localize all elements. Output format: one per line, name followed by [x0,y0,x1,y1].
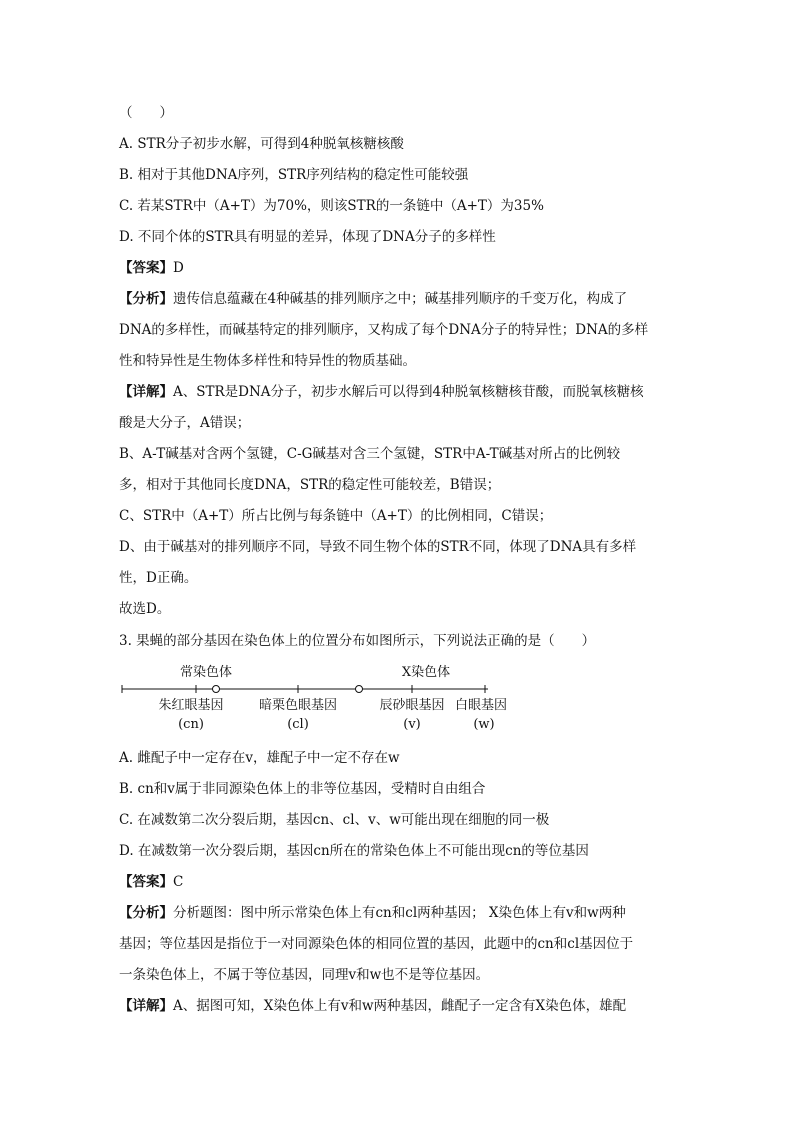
q2-option-a: A. STR分子初步水解，可得到4种脱氧核糖核酸 [119,136,404,152]
gene-v-symbol: (v) [403,717,421,732]
analysis-text: 遗传信息蕴藏在4种碱基的排列顺序之中；碱基排列顺序的千变万化，构成了 [173,291,628,307]
gene-v-name: 辰砂眼基因 [379,698,445,713]
gene-cl-name: 暗栗色眼基因 [258,698,338,713]
x-chromosome-label: X染色体 [401,665,451,680]
q3-analysis-line-2: 基因；等位基因是指位于一对同源染色体的相同位置的基因，此题中的cn和cl基因位于 [119,936,634,952]
analysis-text: 分析题图：图中所示常染色体上有cn和cl两种基因； X染色体上有v和w两种 [173,905,626,921]
answer-label: 【答案】 [119,260,173,276]
autosome-label: 常染色体 [179,665,233,680]
q2-detail-line-8: 故选D。 [119,601,171,617]
chromosome-diagram [118,660,508,735]
detail-text: A、STR是DNA分子，初步水解后可以得到4种脱氧核糖核苷酸，而脱氧核糖核 [173,384,644,400]
q2-detail-line-6: D、由于碱基对的排列顺序不同，导致不同生物个体的STR不同，体现了DNA具有多样 [119,539,637,555]
gene-cn-name: 朱红眼基因 [158,698,224,713]
q3-stem: 3. 果蝇的部分基因在染色体上的位置分布如图所示，下列说法正确的是（ ） [119,633,596,649]
q2-analysis-line-1 [119,291,627,307]
detail-label: 【详解】 [119,998,173,1014]
gene-w-name: 白眼基因 [454,698,508,713]
q2-option-b: B. 相对于其他DNA序列，STR序列结构的稳定性可能较强 [119,167,469,183]
answer-label: 【答案】 [119,874,173,890]
answer-value: D [173,260,184,276]
analysis-label: 【分析】 [119,291,173,307]
q2-detail-line-4: 多，相对于其他同长度DNA，STR的稳定性可能较差，B错误； [119,477,501,493]
detail-label: 【详解】 [119,384,173,400]
q3-analysis-line-1 [119,905,626,921]
q3-analysis-line-3: 一条染色体上，不属于等位基因，同理v和w也不是等位基因。 [119,967,490,983]
q2-detail-line-3: B、A-T碱基对含两个氢键，C-G碱基对含三个氢键，STR中A-T碱基对所占的比例较 [119,446,621,462]
q2-paren: （ ） [119,105,173,121]
gene-cn-symbol: (cn) [178,717,204,732]
gene-cl-symbol: (cl) [287,717,309,732]
q2-detail-line-7: 性，D正确。 [119,570,198,586]
q2-detail-line-5: C、STR中（A+T）所占比例与每条链中（A+T）的比例相同，C错误； [119,508,553,524]
q2-detail-line-2: 酸是大分子，A错误； [119,415,251,431]
q3-detail-line-1 [119,998,626,1014]
detail-text: A、据图可知，X染色体上有v和w两种基因，雌配子一定含有X染色体，雄配 [173,998,627,1014]
q2-detail-line-1 [119,384,644,400]
q2-analysis-line-3: 性和特异性是生物体多样性和特异性的物质基础。 [119,353,416,369]
q3-option-c: C. 在减数第二次分裂后期，基因cn、cl、v、w可能出现在细胞的同一极 [119,812,550,828]
q3-option-a: A. 雌配子中一定存在v，雄配子中一定不存在w [119,750,400,766]
q2-option-d: D. 不同个体的STR具有明显的差异，体现了DNA分子的多样性 [119,229,496,245]
q2-analysis-line-2: DNA的多样性，而碱基特定的排列顺序，又构成了每个DNA分子的特异性；DNA的多样 [119,322,649,338]
gene-w-symbol: (w) [473,717,495,732]
analysis-label: 【分析】 [119,905,173,921]
q3-answer [119,874,183,890]
q2-answer [119,260,184,276]
q3-option-d: D. 在减数第一次分裂后期，基因cn所在的常染色体上不可能出现cn的等位基因 [119,843,589,859]
x-centromere [356,686,363,693]
answer-value: C [173,874,184,890]
q2-option-c: C. 若某STR中（A+T）为70%，则该STR的一条链中（A+T）为35% [119,198,544,214]
autosome-centromere [213,686,220,693]
q3-option-b: B. cn和v属于非同源染色体上的非等位基因，受精时自由组合 [119,781,486,797]
